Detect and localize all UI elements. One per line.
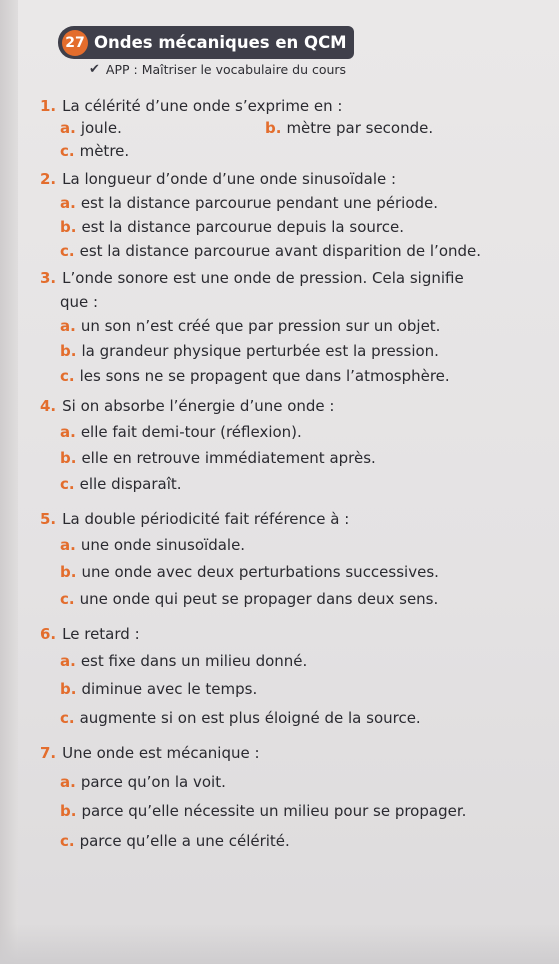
- option-text: est la distance parcourue pendant une période.: [80, 194, 439, 212]
- question-text: La longueur d’onde d’une onde sinusoïdale :: [62, 170, 397, 188]
- option-7b[interactable]: [60, 801, 466, 821]
- option-letter: c.: [60, 832, 75, 850]
- option-letter: a.: [60, 773, 76, 791]
- option-5a[interactable]: [60, 535, 245, 555]
- question-number: 5.: [40, 510, 57, 528]
- option-1c[interactable]: [60, 141, 129, 161]
- option-text: augmente si on est plus éloigné de la source.: [79, 709, 421, 727]
- option-text: parce qu’elle nécessite un milieu pour se propager.: [81, 802, 467, 820]
- option-6c[interactable]: [60, 708, 421, 728]
- question-3: [40, 268, 464, 288]
- option-text: parce qu’on la voit.: [80, 773, 226, 791]
- option-text: une onde sinusoïdale.: [80, 536, 246, 554]
- option-6b[interactable]: [60, 679, 257, 699]
- option-2b[interactable]: [60, 217, 404, 237]
- question-text: L’onde sonore est une onde de pression. Cela signifie: [62, 269, 464, 287]
- question-number: 7.: [40, 744, 57, 762]
- option-text: elle disparaît.: [79, 475, 182, 493]
- question-number: 4.: [40, 397, 57, 415]
- option-letter: b.: [60, 563, 77, 581]
- page-bottom-shadow: [0, 924, 559, 964]
- option-text: est la distance parcourue avant disparition de l’onde.: [79, 242, 482, 260]
- option-letter: c.: [60, 142, 75, 160]
- option-text: les sons ne se propagent que dans l’atmosphère.: [79, 367, 450, 385]
- option-1b[interactable]: [265, 118, 433, 138]
- option-3b[interactable]: [60, 341, 439, 361]
- question-text: La célérité d’une onde s’exprime en :: [62, 97, 343, 115]
- option-letter: a.: [60, 194, 76, 212]
- option-letter: c.: [60, 367, 75, 385]
- option-text: joule.: [80, 119, 122, 137]
- competency-label: APP : Maîtriser le vocabulaire du cours: [105, 62, 347, 77]
- option-letter: c.: [60, 590, 75, 608]
- option-text: est la distance parcourue depuis la source.: [81, 218, 404, 236]
- option-letter: b.: [265, 119, 282, 137]
- page-binding: [0, 0, 18, 964]
- question-text: La double périodicité fait référence à :: [62, 510, 350, 528]
- option-text: la grandeur physique perturbée est la pression.: [81, 342, 439, 360]
- option-text: mètre par seconde.: [286, 119, 434, 137]
- option-2a[interactable]: [60, 193, 438, 213]
- exercise-title: Ondes mécaniques en QCM: [94, 33, 347, 52]
- question-2: [40, 169, 396, 189]
- question-text: Le retard :: [62, 625, 140, 643]
- question-text: Une onde est mécanique :: [62, 744, 260, 762]
- option-letter: b.: [60, 449, 77, 467]
- option-letter: b.: [60, 342, 77, 360]
- option-6a[interactable]: [60, 651, 307, 671]
- question-5: [40, 509, 349, 529]
- option-letter: c.: [60, 242, 75, 260]
- question-4: [40, 396, 334, 416]
- option-letter: b.: [60, 680, 77, 698]
- option-text: elle en retrouve immédiatement après.: [81, 449, 376, 467]
- option-letter: c.: [60, 475, 75, 493]
- question-number: 1.: [40, 97, 57, 115]
- option-text: elle fait demi-tour (réflexion).: [80, 423, 302, 441]
- option-7c[interactable]: [60, 831, 290, 851]
- question-text: Si on absorbe l’énergie d’une onde :: [62, 397, 335, 415]
- check-icon: ✔: [89, 62, 100, 77]
- option-text: diminue avec le temps.: [81, 680, 258, 698]
- option-letter: a.: [60, 317, 76, 335]
- exercise-number-badge: 27: [62, 30, 88, 56]
- option-letter: b.: [60, 218, 77, 236]
- option-3c[interactable]: [60, 366, 450, 386]
- question-6: [40, 624, 140, 644]
- option-2c[interactable]: [60, 241, 481, 261]
- option-text: mètre.: [79, 142, 130, 160]
- question-7: [40, 743, 260, 763]
- question-number: 3.: [40, 269, 57, 287]
- option-text: un son n’est créé que par pression sur un objet.: [80, 317, 441, 335]
- option-text: une onde qui peut se propager dans deux sens.: [79, 590, 439, 608]
- option-letter: b.: [60, 802, 77, 820]
- question-3-continued: [60, 292, 98, 312]
- option-1a[interactable]: [60, 118, 122, 138]
- option-letter: a.: [60, 652, 76, 670]
- option-4c[interactable]: [60, 474, 182, 494]
- option-5b[interactable]: [60, 562, 439, 582]
- option-text: parce qu’elle a une célérité.: [79, 832, 290, 850]
- option-4a[interactable]: [60, 422, 302, 442]
- question-text: que :: [60, 293, 99, 311]
- option-text: est fixe dans un milieu donné.: [80, 652, 308, 670]
- option-text: une onde avec deux perturbations successives.: [81, 563, 439, 581]
- option-4b[interactable]: [60, 448, 376, 468]
- option-letter: c.: [60, 709, 75, 727]
- exercise-title-bar: [58, 26, 354, 59]
- option-letter: a.: [60, 423, 76, 441]
- option-5c[interactable]: [60, 589, 438, 609]
- question-1: [40, 96, 343, 116]
- option-3a[interactable]: [60, 316, 440, 336]
- option-letter: a.: [60, 119, 76, 137]
- question-number: 6.: [40, 625, 57, 643]
- competency-line: [89, 62, 346, 77]
- option-letter: a.: [60, 536, 76, 554]
- option-7a[interactable]: [60, 772, 226, 792]
- question-number: 2.: [40, 170, 57, 188]
